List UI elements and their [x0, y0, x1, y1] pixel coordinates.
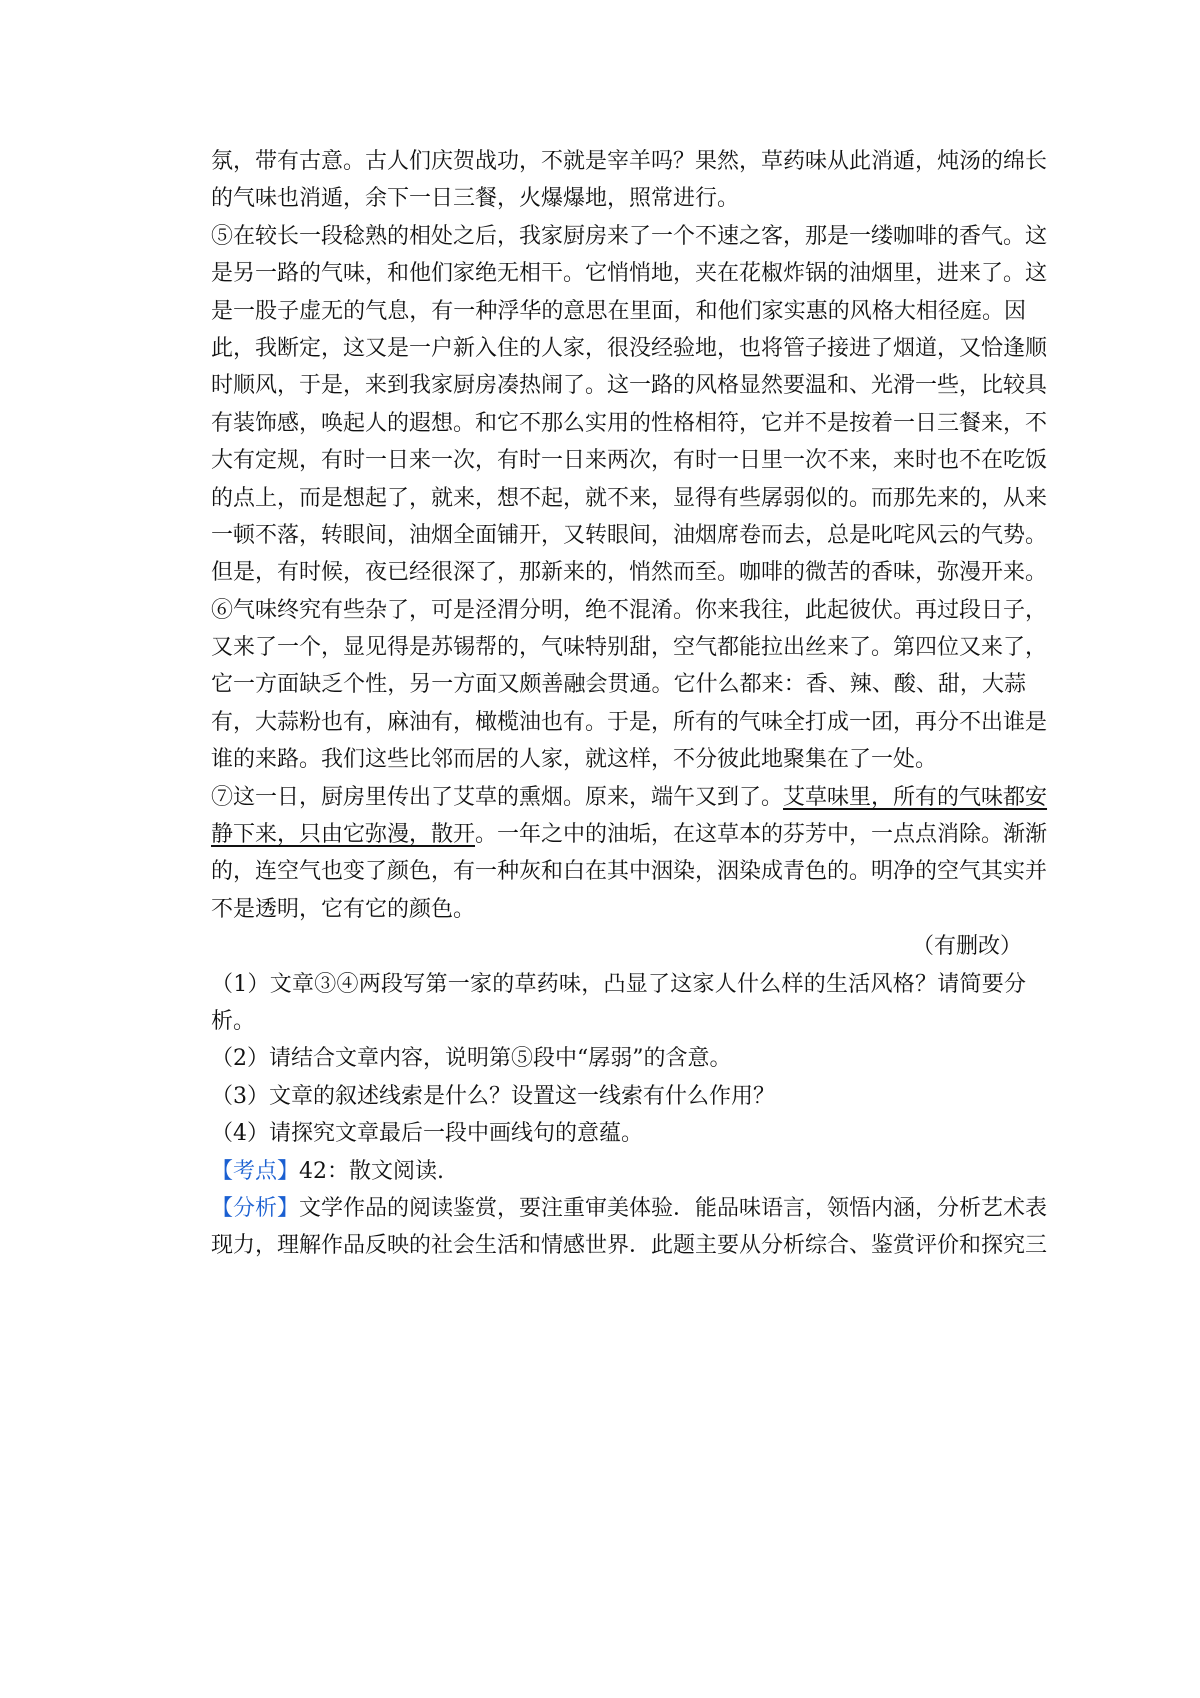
- passage-line: 大有定规，有时一日来一次，有时一日来两次，有时一日里一次不来，来时也不在吃饭: [211, 448, 1048, 474]
- p7-plain-text: 。一年之中的油垢，在这草本的芬芳中，一点点消除。渐渐: [475, 822, 1048, 848]
- passage-line: ⑤在较长一段稔熟的相处之后，我家厨房来了一个不速之客，那是一缕咖啡的香气。这: [211, 223, 1048, 249]
- p7-plain-text: ⑦这一日，厨房里传出了艾草的熏烟。原来，端午又到了。: [211, 784, 784, 810]
- fenxi-label: 【分析】: [211, 1195, 300, 1221]
- kaodian-text: 42：散文阅读.: [299, 1158, 445, 1184]
- passage-line: 一顿不落，转眼间，油烟全面铺开，又转眼间，油烟席卷而去，总是叱咤风云的气势。: [211, 522, 1048, 548]
- passage-line: 不是透明，它有它的颜色。: [211, 896, 476, 922]
- passage-line: 是一股子虚无的气息，有一种浮华的意思在里面，和他们家实惠的风格大相径庭。因: [211, 298, 1026, 324]
- passage-line: 时顺风，于是，来到我家厨房凑热闹了。这一路的风格显然要温和、光滑一些，比较具: [211, 373, 1048, 399]
- source-note: （有删改）: [911, 934, 1022, 960]
- underlined-sentence: 艾草味里，所有的气味都安: [783, 784, 1048, 810]
- passage-line: 又来了一个，显见得是苏锡帮的，气味特别甜，空气都能拉出丝来了。第四位又来了，: [211, 635, 1048, 661]
- underlined-sentence: 静下来，只由它弥漫，散开: [211, 822, 476, 848]
- passage-line: 是另一路的气味，和他们家绝无相干。它悄悄地，夹在花椒炸锅的油烟里，进来了。这: [211, 261, 1048, 287]
- passage-line: 的点上，而是想起了，就来，想不起，就不来，显得有些孱弱似的。而那先来的，从来: [211, 485, 1048, 511]
- passage-line: 但是，有时候，夜已经很深了，那新来的，悄然而至。咖啡的微苦的香味，弥漫开来。: [211, 560, 1048, 586]
- kaodian-label: 【考点】: [211, 1158, 300, 1184]
- fenxi-text: 文学作品的阅读鉴赏，要注重审美体验．能品味语言，领悟内涵，分析艺术表: [299, 1195, 1048, 1221]
- question-1-cont: 析。: [211, 1008, 256, 1034]
- document-body: [211, 143, 1048, 1265]
- question-3: （3）文章的叙述线索是什么？设置这一线索有什么作用？: [211, 1083, 775, 1109]
- passage-line: 谁的来路。我们这些比邻而居的人家，就这样，不分彼此地聚集在了一处。: [211, 747, 938, 773]
- passage-line: 它一方面缺乏个性，另一方面又颇善融会贯通。它什么都来：香、辣、酸、甜，大蒜: [211, 672, 1026, 698]
- passage-line-p7: [211, 816, 1048, 853]
- question-2: （2）请结合文章内容，说明第⑤段中“孱弱”的含意。: [211, 1046, 732, 1072]
- passage-line: ⑥气味终究有些杂了，可是泾渭分明，绝不混淆。你来我往，此起彼伏。再过段日子，: [211, 597, 1048, 623]
- passage-line: 的气味也消遁，余下一日三餐，火爆爆地，照常进行。: [211, 186, 740, 212]
- question-1: （1）文章③④两段写第一家的草药味，凸显了这家人什么样的生活风格？请简要分: [211, 971, 1026, 997]
- fenxi-row-cont: 现力，理解作品反映的社会生活和情感世界．此题主要从分析综合、鉴赏评价和探究三: [211, 1233, 1048, 1259]
- passage-line: 氛，带有古意。古人们庆贺战功，不就是宰羊吗？果然，草药味从此消遁，炖汤的绵长: [211, 149, 1048, 174]
- passage-line-p7: [211, 779, 1048, 816]
- fenxi-row: [211, 1190, 1048, 1227]
- passage-line: 此，我断定，这又是一户新入住的人家，很没经验地，也将管子接进了烟道，又恰逢顺: [211, 335, 1048, 361]
- question-4: （4）请探究文章最后一段中画线句的意蕴。: [211, 1121, 643, 1147]
- passage-line: 有，大蒜粉也有，麻油有，橄榄油也有。于是，所有的气味全打成一团，再分不出谁是: [211, 709, 1048, 735]
- passage-line: 有装饰感，唤起人的遐想。和它不那么实用的性格相符，它并不是按着一日三餐来，不: [211, 410, 1048, 436]
- passage-line: 的，连空气也变了颜色，有一种灰和白在其中洇染，洇染成青色的。明净的空气其实并: [211, 859, 1048, 885]
- kaodian-row: [211, 1153, 1026, 1190]
